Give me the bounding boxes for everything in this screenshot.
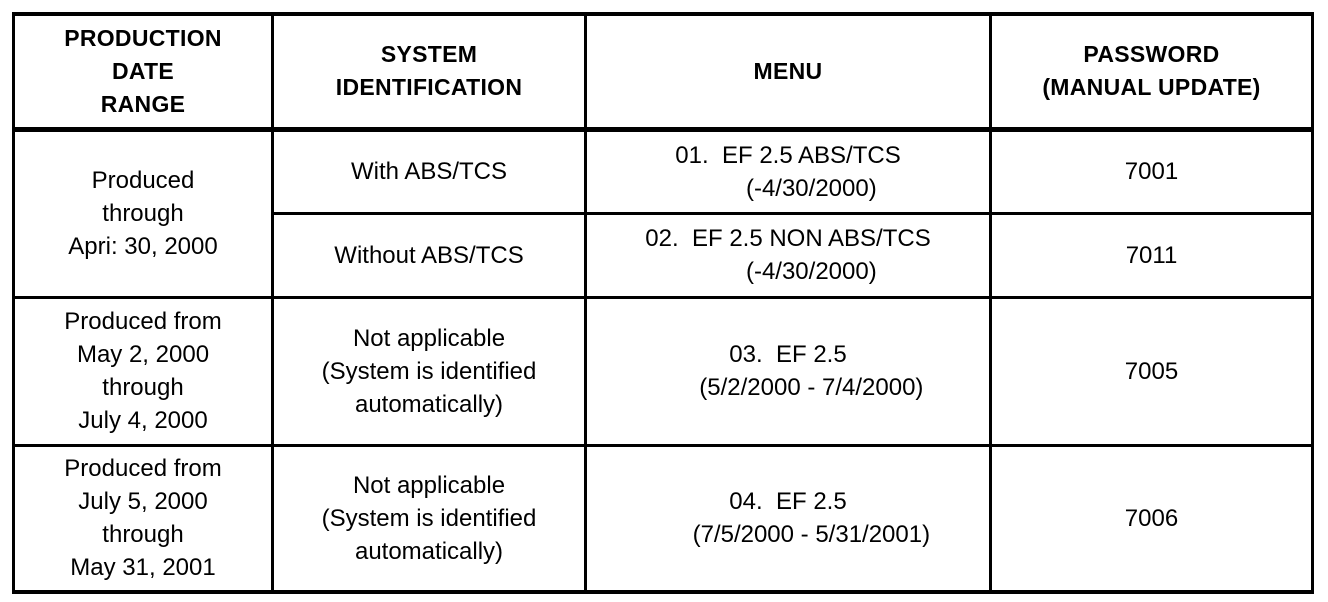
table-row [14, 297, 1313, 445]
menu-cell [586, 297, 991, 445]
header-production-date-range: PRODUCTION DATE RANGE [14, 14, 273, 129]
menu-item-label: 02. EF 2.5 NON ABS/TCS [645, 225, 931, 252]
menu-item-date-range: (7/5/2000 - 5/31/2001) [645, 521, 931, 549]
header-row [14, 14, 1313, 129]
menu-item-date-range: (5/2/2000 - 7/4/2000) [652, 374, 924, 401]
header-menu: MENU [586, 14, 991, 129]
table-row [14, 445, 1313, 592]
password-cell: 7005 [991, 297, 1313, 445]
menu-cell [586, 213, 991, 297]
header-system-identification: SYSTEM IDENTIFICATION [273, 14, 586, 129]
menu-item-label: 03. EF 2.5 [729, 341, 847, 368]
date-range-cell: Produced from May 2, 2000 through July 4, 2000 [14, 297, 273, 445]
system-identification-cell: Not applicable (System is identified automatically) [273, 445, 586, 592]
date-range-cell: Produced through Apri: 30, 2000 [14, 129, 273, 297]
menu-item-label: 04. EF 2.5 [729, 488, 847, 516]
system-identification-cell: With ABS/TCS [273, 129, 586, 213]
password-cell: 7001 [991, 129, 1313, 213]
password-table [12, 12, 1314, 594]
date-range-cell: Produced from July 5, 2000 through May 31, 2001 [14, 445, 273, 592]
system-identification-cell: Not applicable (System is identified automatically) [273, 297, 586, 445]
system-identification-cell: Without ABS/TCS [273, 213, 586, 297]
menu-item-date-range: (-4/30/2000) [699, 174, 877, 202]
password-cell: 7011 [991, 213, 1313, 297]
password-cell: 7006 [991, 445, 1313, 592]
header-password: PASSWORD (MANUAL UPDATE) [991, 14, 1313, 129]
menu-item-date-range: (-4/30/2000) [699, 258, 877, 285]
menu-cell [586, 129, 991, 213]
menu-cell [586, 445, 991, 592]
table-row [14, 129, 1313, 213]
menu-item-label: 01. EF 2.5 ABS/TCS [675, 141, 901, 169]
